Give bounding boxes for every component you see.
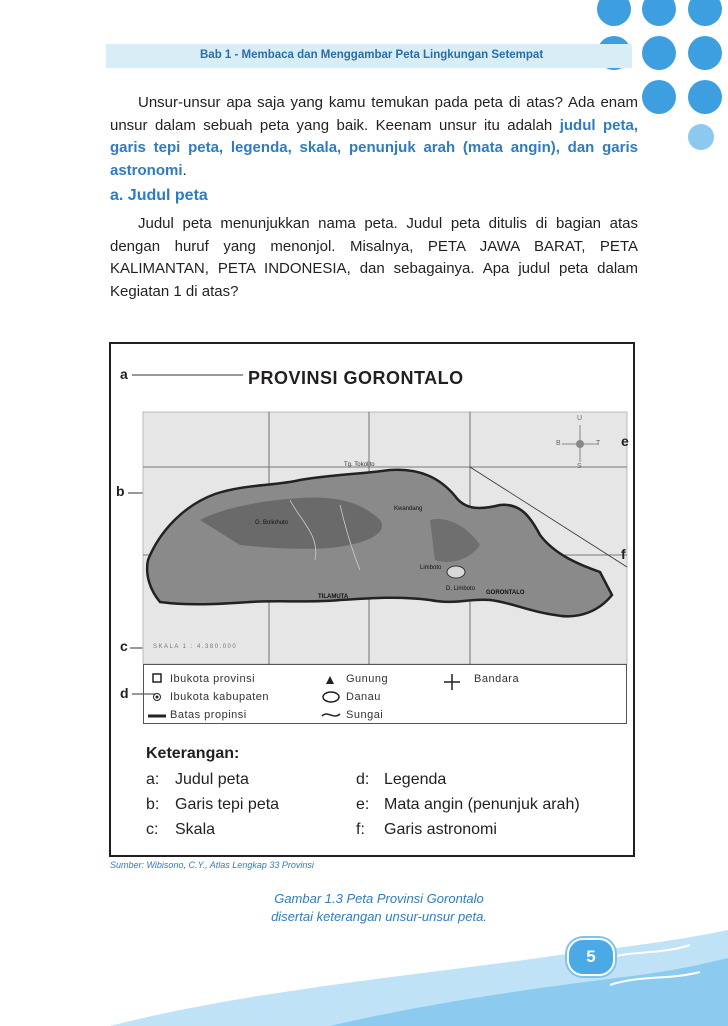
ket-key: b: xyxy=(146,796,160,813)
ket-label: Judul peta xyxy=(175,771,249,788)
ket-key: f: xyxy=(356,821,365,838)
compass-east: T xyxy=(596,440,601,447)
compass-south: S xyxy=(577,463,582,470)
ket-key: c: xyxy=(146,821,159,838)
caption-line2: disertai keterangan unsur-unsur peta. xyxy=(271,909,487,924)
legend-capital: Ibukota provinsi xyxy=(170,673,256,685)
map-label: G. Boliohuto xyxy=(255,520,289,526)
chapter-title: Bab 1 - Membaca dan Menggambar Peta Lingkungan Setempat xyxy=(200,49,544,61)
map-label: TILAMUTA xyxy=(318,594,349,600)
keterangan-heading: Keterangan: xyxy=(146,745,240,762)
legend-lake: Danau xyxy=(346,691,381,703)
callout-b: b xyxy=(116,483,125,499)
callout-d: d xyxy=(120,685,129,701)
map-label: Kwandang xyxy=(394,506,423,512)
ket-key: a: xyxy=(146,771,160,788)
callout-e: e xyxy=(621,433,629,449)
intro-text: Unsur-unsur apa saja yang kamu temukan pada peta di atas? Ada enam unsur dalam sebuah peta yang baik. Keenam unsur itu adalah xyxy=(110,94,638,134)
map-title: PROVINSI GORONTALO xyxy=(248,368,464,388)
callout-a: a xyxy=(120,366,128,382)
legend-mountain: Gunung xyxy=(346,673,389,685)
ket-label: Garis tepi peta xyxy=(175,796,280,813)
map-label: Limboto xyxy=(420,565,442,571)
ket-key: d: xyxy=(356,771,370,788)
ket-label: Garis astronomi xyxy=(384,821,497,838)
intro-end: . xyxy=(182,161,187,179)
ket-label: Legenda xyxy=(384,771,447,788)
legend-border: Batas propinsi xyxy=(170,709,247,721)
ket-label: Skala xyxy=(175,821,216,838)
map-label: D. Limboto xyxy=(446,586,476,592)
map-label: Tg. Tokolito xyxy=(344,462,375,468)
intro-highlight: judul peta, garis tepi peta, legenda, skala, penunjuk arah (mata angin), dan garis astronomi xyxy=(110,116,638,179)
caption-line1: Gambar 1.3 Peta Provinsi Gorontalo xyxy=(274,891,484,906)
callout-c: c xyxy=(120,638,128,654)
ket-label: Mata angin (penunjuk arah) xyxy=(384,796,580,813)
ket-key: e: xyxy=(356,796,370,813)
legend-river: Sungai xyxy=(346,709,384,721)
legend-regency: Ibukota kabupaten xyxy=(170,691,270,703)
section-paragraph: Judul peta menunjukkan nama peta. Judul peta ditulis di bagian atas dengan huruf yang menonjol. Misalnya, PETA JAWA BARAT, PETA KALIMANTAN, PETA INDONESIA, dan sebagainya. Apa judul peta dalam Kegiatan 1 di atas? xyxy=(110,215,638,300)
compass-north: U xyxy=(577,415,583,422)
compass-west: B xyxy=(556,440,561,447)
map-label: GORONTALO xyxy=(486,590,525,596)
callout-f: f xyxy=(621,546,626,562)
section-heading: a. Judul peta xyxy=(110,187,208,204)
source-credit: Sumber: Wibisono, C.Y., Atlas Lengkap 33 Provinsi xyxy=(110,860,314,870)
map-scale: SKALA 1 : 4.380.000 xyxy=(153,644,238,650)
legend-airport: Bandara xyxy=(474,673,520,685)
page-number: 5 xyxy=(567,938,615,976)
